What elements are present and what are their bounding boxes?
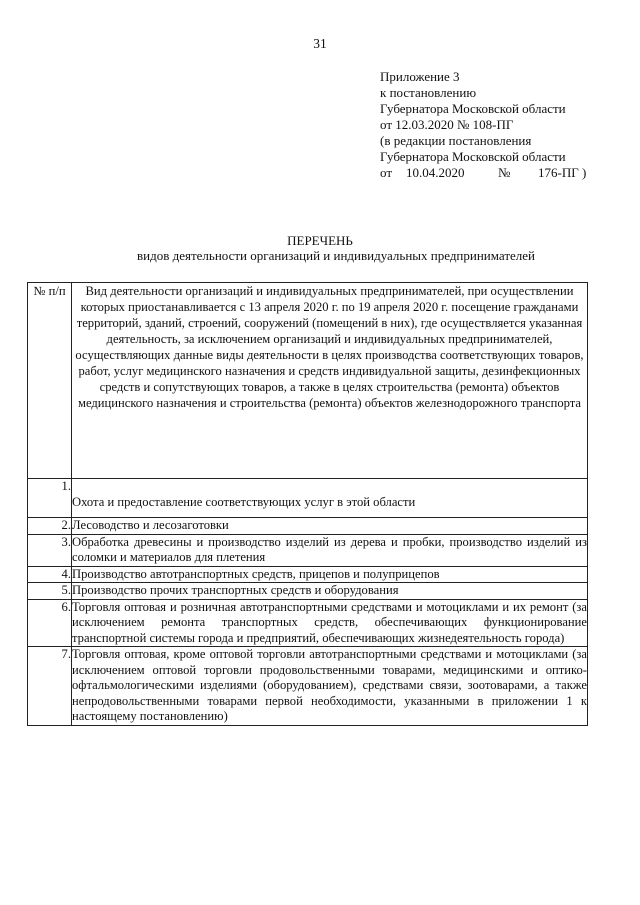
- table-row: [28, 566, 588, 583]
- table-row: [28, 647, 588, 726]
- appendix-line: от 12.03.2020 № 108-ПГ: [380, 117, 514, 132]
- activities-table: [27, 282, 588, 726]
- appendix-line: Губернатора Московской области: [380, 149, 566, 164]
- table-row: [28, 583, 588, 600]
- appendix-number: 176-ПГ ): [538, 165, 587, 180]
- appendix-date: 10.04.2020: [406, 165, 465, 180]
- document-subtitle: видов деятельности организаций и индивидуальных предпринимателей: [136, 248, 536, 263]
- row-text: Производство прочих транспортных средств и оборудования: [72, 583, 588, 600]
- appendix-line: Губернатора Московской области: [380, 101, 566, 116]
- row-number: 4.: [28, 566, 72, 583]
- row-number: 7.: [28, 647, 72, 726]
- appendix-date-prefix: от: [380, 165, 393, 180]
- row-text: Торговля оптовая, кроме оптовой торговли автотранспортными средствами и мотоциклами (за исключением оптовой торговли продовольственными товарами, медицинскими и оптико-офтальмологическими изделиями (оборудованием), средствами связи, зоотоварами, а также непродовольственными товарами первой необходимости, указанными в приложении 1 к настоящему постановлению): [72, 647, 587, 723]
- appendix-number-sign: №: [498, 165, 511, 180]
- appendix-line: к постановлению: [380, 85, 477, 100]
- table-header-row: [28, 283, 588, 479]
- row-number: 2.: [28, 518, 72, 535]
- table-row: [28, 534, 588, 566]
- appendix-last-line: [380, 165, 605, 181]
- header-number: № п/п: [28, 283, 72, 479]
- row-text: Лесоводство и лесозаготовки: [72, 518, 588, 535]
- row-number: 6.: [28, 599, 72, 647]
- header-description: Вид деятельности организаций и индивидуальных предпринимателей, при осуществлении которых приостанавливается с 13 апреля 2020 г. по 19 апреля 2020 г. посещение гражданами территорий, зданий, строений, сооружений (помещений в них), где осуществляется указанная деятельность, за исключением организаций и индивидуальных предпринимателей, осуществляющих данные виды деятельности в целях производства соответствующих товаров, работ, услуг медицинского назначения и средств индивидуальной защиты, дезинфекционных средств и сопутствующих товаров, а также в целях строительства (ремонта) объектов медицинского назначения и строительства (ремонта) объектов железнодорожного транспорта: [72, 283, 588, 479]
- table-row: [28, 479, 588, 518]
- table-row: [28, 599, 588, 647]
- document-title: ПЕРЕЧЕНЬ: [287, 233, 353, 248]
- appendix-line: Приложение 3: [380, 69, 460, 84]
- page-number: 31: [313, 36, 327, 51]
- row-number: 1.: [28, 479, 72, 518]
- appendix-block: [380, 69, 605, 181]
- row-text: Охота и предоставление соответствующих услуг в этой области: [72, 479, 588, 518]
- appendix-line: (в редакции постановления: [380, 133, 532, 148]
- row-text: Производство автотранспортных средств, прицепов и полуприцепов: [72, 566, 588, 583]
- row-number: 3.: [28, 534, 72, 566]
- row-text: Обработка древесины и производство изделий из дерева и пробки, производство изделий из соломки и материалов для плетения: [72, 534, 587, 564]
- row-number: 5.: [28, 583, 72, 600]
- row-text: Торговля оптовая и розничная автотранспортными средствами и мотоциклами и их ремонт (за исключением ремонта транспортных средств, обеспечивающих функционирование транспортной системы города и предприятий, обеспечивающих жизнедеятельность города): [72, 599, 587, 645]
- table-row: [28, 518, 588, 535]
